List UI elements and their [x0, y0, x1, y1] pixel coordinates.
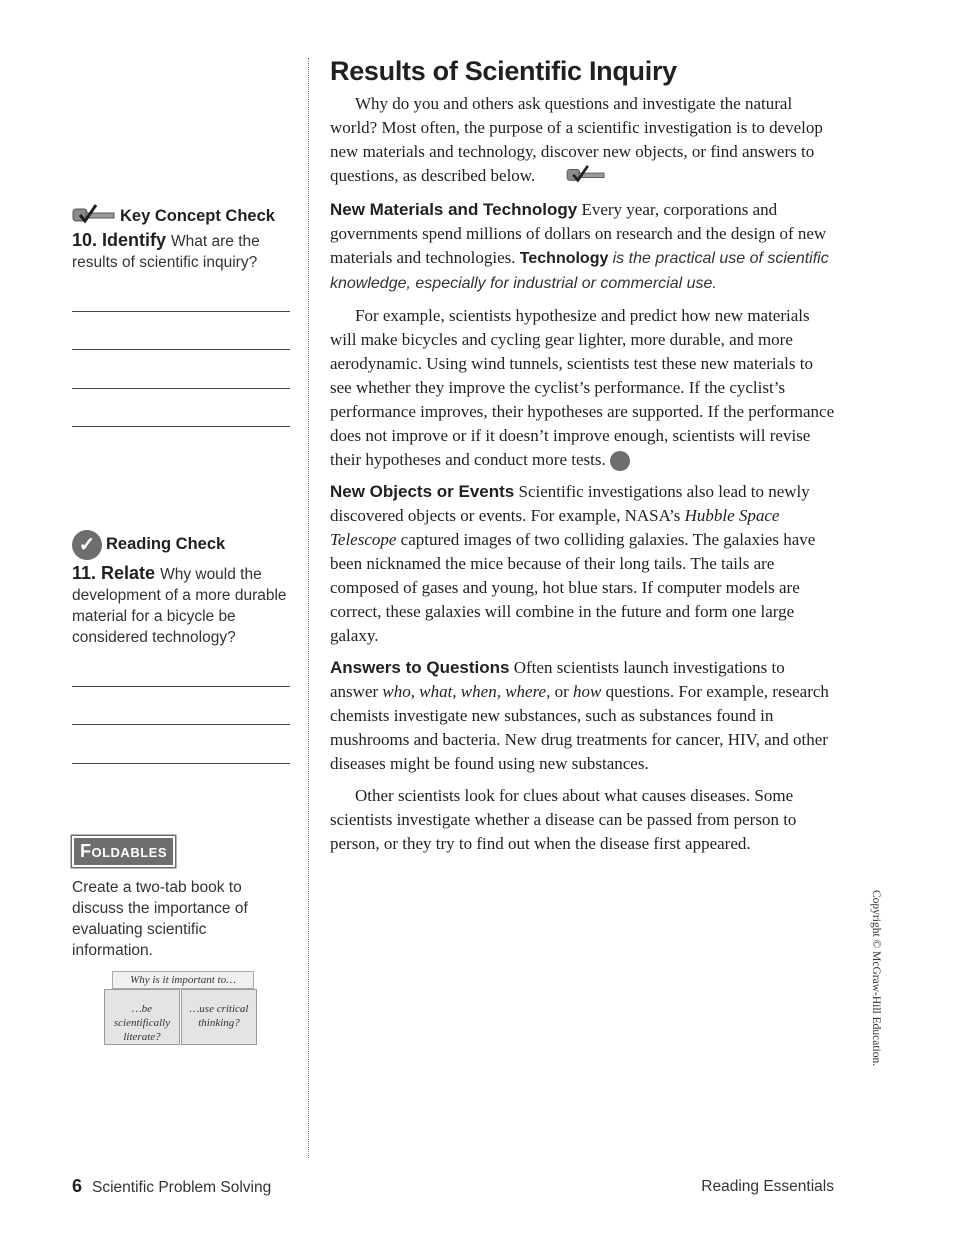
section-answers: Answers to Questions Often scientists launch investigations to answer who, what, when, where, or how questions. For example, research chemists investigate new substances, such as substances found in mushrooms and bacteria. New drug treatments for cancer, HIV, and other diseases might be found using new substances. — [330, 657, 829, 773]
answer-line[interactable] — [72, 687, 290, 726]
section-heading: New Materials and Technology — [330, 199, 578, 219]
reading-check-icon: ✓ — [610, 451, 630, 471]
answer-line[interactable] — [72, 312, 290, 351]
section-heading: Answers to Questions — [330, 657, 510, 677]
page-number: 6 — [72, 1176, 83, 1196]
foldables-text: Create a two-tab book to discuss the importance of evaluating scientific information. — [72, 879, 248, 959]
answer-lines — [72, 648, 290, 764]
question-11 — [72, 563, 290, 648]
example-paragraph: For example, scientists hypothesize and predict how new materials will make bicycles and cycling gear lighter, more durable, and more aerodynamic. Using wind tunnels, scientists test these new materials to see whether they improve the cyclist’s performance. If the cyclist’s performance improves, their hypotheses are supported. If the performance does not improve or if it doesn’t improve enough, scientists will revise their hypotheses and conduct more tests. ✓ — [330, 304, 836, 472]
page-title: Results of Scientific Inquiry — [330, 56, 677, 86]
section-new-materials: New Materials and Technology Every year, corporations and governments spend millions of dollars on research and the design of new materials and technologies. Technology is the practical use of scientific knowledge, especially for industrial or commercial use. — [330, 199, 829, 292]
main-content — [330, 54, 836, 864]
question-text: Why would the development of a more durable material for a bicycle be considered technology? — [72, 566, 287, 646]
checkmark-circle-icon: ✓ — [72, 530, 102, 560]
key-concept-label: Key Concept Check — [120, 207, 275, 225]
foldables-box — [72, 836, 290, 1053]
answer-lines — [72, 273, 290, 427]
vocab-term: Technology — [519, 249, 609, 267]
tab-left: …be scientifically literate? — [104, 989, 180, 1045]
footer-book-title: Reading Essentials — [701, 1178, 834, 1195]
closing-paragraph: Other scientists look for clues about what causes diseases. Some scientists investigate whether a disease can be passed from person to person, or they try to find out when the disease first appeared. — [330, 785, 797, 853]
column-divider — [308, 58, 309, 1158]
foldables-logo: Foldables — [72, 836, 175, 867]
key-concept-check-box — [72, 204, 290, 427]
question-text: What are the results of scientific inquiry? — [72, 233, 260, 271]
footer-left — [72, 1176, 271, 1197]
reading-check-box — [72, 530, 290, 764]
section-heading: New Objects or Events — [330, 481, 515, 501]
vocab-definition: is the practical use of scientific knowledge, especially for industrial or commercial use. — [330, 249, 829, 292]
answer-line[interactable] — [72, 350, 290, 389]
tab-right: …use critical thinking? — [181, 989, 257, 1045]
tab-book-header: Why is it important to… — [112, 971, 254, 989]
key-check-icon — [539, 165, 608, 190]
answer-line[interactable] — [72, 389, 290, 428]
question-10 — [72, 230, 290, 273]
two-tab-book-illustration — [104, 971, 264, 1053]
question-number: 10. Identify — [72, 230, 167, 250]
question-number: 11. Relate — [72, 563, 156, 583]
answer-line[interactable] — [72, 648, 290, 687]
section-new-objects: New Objects or Events Scientific investigations also lead to newly discovered objects or events. For example, NASA’s Hubble Space Telescope captured images of two colliding galaxies. The galaxies have been nicknamed the mice because of their long tails. The tails are composed of gases and young, hot blue stars. If computer models are correct, these galaxies will combine in the future and form one large galaxy. — [330, 481, 816, 645]
answer-line[interactable] — [72, 273, 290, 312]
intro-paragraph: Why do you and others ask questions and investigate the natural world? Most often, the purpose of a scientific investigation is to develop new materials and technology, discover new objects, or find answers to questions, as described below. — [330, 92, 836, 190]
answer-line[interactable] — [72, 725, 290, 764]
key-check-icon — [72, 204, 116, 224]
reading-check-label: Reading Check — [106, 535, 226, 554]
copyright-notice: Copyright © McGraw-Hill Education. — [870, 890, 882, 1067]
chapter-title: Scientific Problem Solving — [92, 1179, 272, 1196]
